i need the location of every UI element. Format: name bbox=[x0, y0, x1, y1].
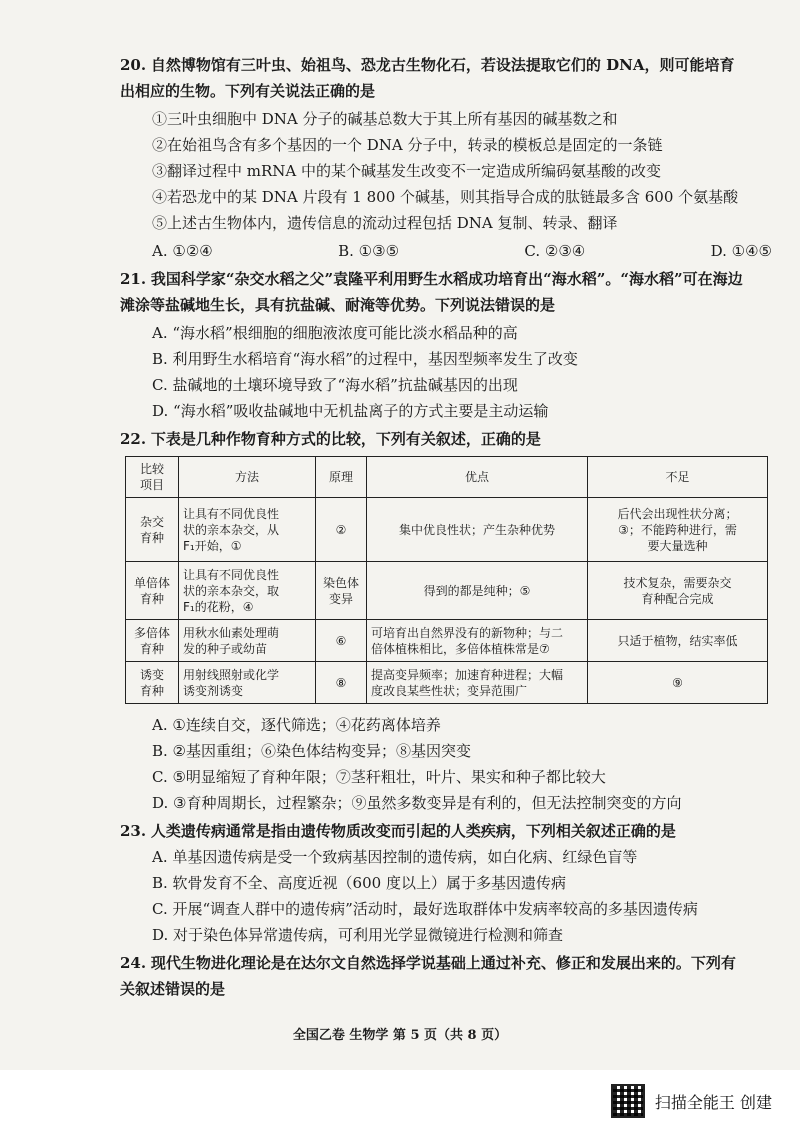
choice-c: C. ②③④ bbox=[524, 242, 586, 260]
qr-code-icon bbox=[611, 1084, 645, 1118]
choice-b: B. 利用野生水稻培育“海水稻”的过程中，基因型频率发生了改变 bbox=[152, 350, 578, 368]
choice-d: D. 对于染色体异常遗传病，可利用光学显微镜进行检测和筛查 bbox=[152, 926, 564, 944]
choice-c: C. 盐碱地的土壤环境导致了“海水稻”抗盐碱基因的出现 bbox=[152, 376, 518, 394]
table-cell: 得到的都是纯种；⑤ bbox=[367, 562, 588, 620]
table-header-row bbox=[126, 457, 768, 498]
table-header: 方法 bbox=[179, 457, 316, 498]
choice-b: B. ②基因重组；⑥染色体结构变异；⑧基因突变 bbox=[152, 742, 472, 760]
question-23 bbox=[120, 818, 760, 844]
choice-a: A. “海水稻”根细胞的细胞液浓度可能比淡水稻品种的高 bbox=[152, 324, 518, 342]
question-stem: 我国科学家“杂交水稻之父”袁隆平利用野生水稻成功培育出“海水稻”。“海水稻”可在海边 bbox=[150, 270, 743, 288]
statement-5: ⑤上述古生物体内，遗传信息的流动过程包括 DNA 复制、转录、翻译 bbox=[152, 214, 618, 232]
table-cell: 杂交 育种 bbox=[126, 498, 179, 562]
scanner-watermark bbox=[611, 1084, 772, 1118]
question-stem-cont: 出相应的生物。下列有关说法正确的是 bbox=[120, 82, 376, 100]
table-cell: 集中优良性状；产生杂种优势 bbox=[367, 498, 588, 562]
table-cell: ② bbox=[316, 498, 367, 562]
question-stem: 下表是几种作物育种方式的比较，下列有关叙述，正确的是 bbox=[150, 430, 541, 448]
table-cell: 单倍体 育种 bbox=[126, 562, 179, 620]
question-number: 24. bbox=[120, 954, 147, 972]
table-cell: 染色体 变异 bbox=[316, 562, 367, 620]
question-stem-cont: 关叙述错误的是 bbox=[120, 980, 226, 998]
table-cell: 可培育出自然界没有的新物种；与二 倍体植株相比，多倍体植株常是⑦ bbox=[367, 620, 588, 662]
choice-a: A. 单基因遗传病是受一个致病基因控制的遗传病，如白化病、红绿色盲等 bbox=[152, 848, 638, 866]
scanner-label: 扫描全能王 创建 bbox=[654, 1092, 772, 1112]
choice-b: B. 软骨发育不全、高度近视（600 度以上）属于多基因遗传病 bbox=[152, 874, 566, 892]
page-footer: 全国乙卷 生物学 第 5 页（共 8 页） bbox=[292, 1028, 508, 1043]
table-cell: 提高变异频率；加速育种进程；大幅 度改良某些性状；变异范围广 bbox=[367, 662, 588, 704]
choice-c: C. ⑤明显缩短了育种年限；⑦茎秆粗壮，叶片、果实和种子都比较大 bbox=[152, 768, 606, 786]
choice-b: B. ①③⑤ bbox=[338, 242, 400, 260]
choice-d: D. ①④⑤ bbox=[710, 242, 772, 260]
choice-d: D. “海水稻”吸收盐碱地中无机盐离子的方式主要是主动运输 bbox=[152, 402, 549, 420]
table-row bbox=[126, 562, 768, 620]
choices-row bbox=[152, 238, 772, 264]
table-header: 不足 bbox=[588, 457, 768, 498]
table-cell: ⑨ bbox=[588, 662, 768, 704]
question-20 bbox=[120, 52, 760, 104]
statement-4: ④若恐龙中的某 DNA 片段有 1 800 个碱基，则其指导合成的肽链最多含 600 个氨基酸 bbox=[152, 188, 739, 206]
statement-3: ③翻译过程中 mRNA 中的某个碱基发生改变不一定造成所编码氨基酸的改变 bbox=[152, 162, 662, 180]
choice-a: A. ①连续自交，逐代筛选；④花药离体培养 bbox=[152, 716, 441, 734]
table-header: 比较 项目 bbox=[126, 457, 179, 498]
question-stem: 人类遗传病通常是指由遗传物质改变而引起的人类疾病，下列相关叙述正确的是 bbox=[150, 822, 676, 840]
question-number: 21. bbox=[120, 270, 147, 288]
statement-2: ②在始祖鸟含有多个基因的一个 DNA 分子中，转录的模板总是固定的一条链 bbox=[152, 136, 663, 154]
table-cell: 让具有不同优良性 状的亲本杂交，从 F₁开始，① bbox=[179, 498, 316, 562]
table-cell: 诱变 育种 bbox=[126, 662, 179, 704]
statement-1: ①三叶虫细胞中 DNA 分子的碱基总数大于其上所有基因的碱基数之和 bbox=[152, 110, 618, 128]
choice-d: D. ③育种周期长，过程繁杂；⑨虽然多数变异是有利的，但无法控制突变的方向 bbox=[152, 794, 682, 812]
table-cell: 技术复杂，需要杂交 育种配合完成 bbox=[588, 562, 768, 620]
table-row bbox=[126, 620, 768, 662]
table-cell: 让具有不同优良性 状的亲本杂交，取 F₁的花粉，④ bbox=[179, 562, 316, 620]
table-cell: 用秋水仙素处理萌 发的种子或幼苗 bbox=[179, 620, 316, 662]
question-24 bbox=[120, 950, 760, 1002]
question-number: 23. bbox=[120, 822, 147, 840]
question-22 bbox=[120, 426, 760, 452]
table-row bbox=[126, 662, 768, 704]
table-cell: 多倍体 育种 bbox=[126, 620, 179, 662]
table-cell: ⑥ bbox=[316, 620, 367, 662]
question-21 bbox=[120, 266, 760, 318]
question-number: 20. bbox=[120, 56, 147, 74]
choice-a: A. ①②④ bbox=[152, 242, 213, 260]
question-stem: 自然博物馆有三叶虫、始祖鸟、恐龙古生物化石，若设法提取它们的 DNA，则可能培育 bbox=[150, 56, 735, 74]
question-stem-cont: 滩涂等盐碱地生长，具有抗盐碱、耐淹等优势。下列说法错误的是 bbox=[120, 296, 556, 314]
table-header: 优点 bbox=[367, 457, 588, 498]
table-cell: 只适于植物，结实率低 bbox=[588, 620, 768, 662]
table-header: 原理 bbox=[316, 457, 367, 498]
breeding-table bbox=[125, 456, 768, 704]
table-cell: ⑧ bbox=[316, 662, 367, 704]
table-row bbox=[126, 498, 768, 562]
table-cell: 用射线照射或化学 诱变剂诱变 bbox=[179, 662, 316, 704]
question-number: 22. bbox=[120, 430, 147, 448]
table-cell: 后代会出现性状分离； ③；不能跨种进行，需 要大量选种 bbox=[588, 498, 768, 562]
question-stem: 现代生物进化理论是在达尔文自然选择学说基础上通过补充、修正和发展出来的。下列有 bbox=[150, 954, 736, 972]
choice-c: C. 开展“调查人群中的遗传病”活动时，最好选取群体中发病率较高的多基因遗传病 bbox=[152, 900, 698, 918]
